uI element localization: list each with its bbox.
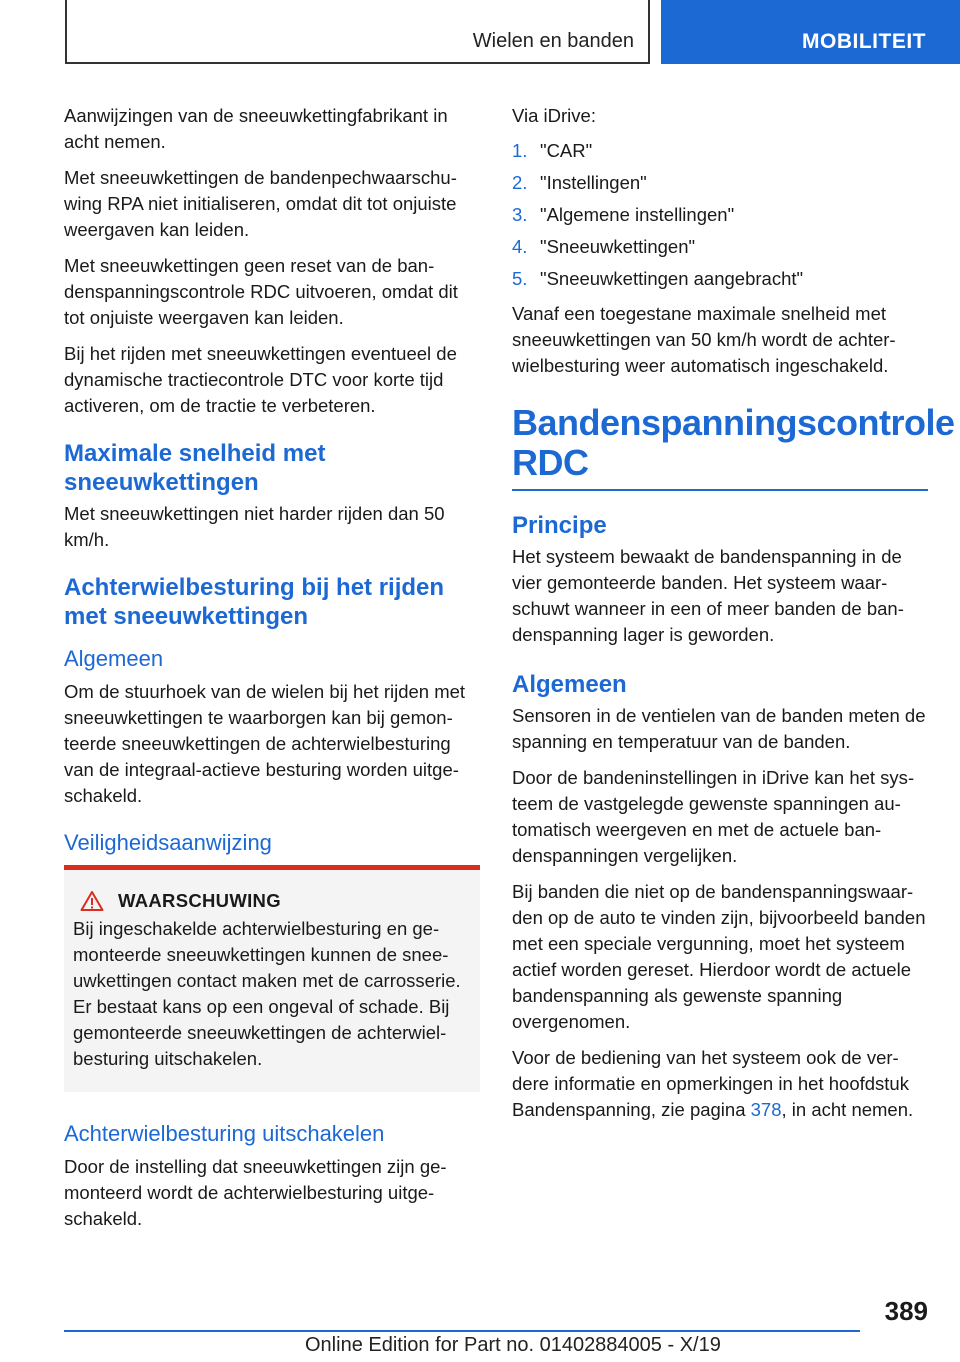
paragraph-rdc-reset: Met sneeuwkettingen geen reset van de bandenspanningscontrole RDC uitvoeren, omdat dit tot onjuiste weergaven kan leiden. [64, 255, 458, 328]
heading-safety: Veiligheidsaanwijzing [64, 830, 272, 855]
step-text: "CAR" [540, 140, 593, 161]
step-number: 5. [512, 268, 528, 289]
paragraph-via-idrive: Via iDrive: [512, 105, 596, 126]
warning-box [64, 865, 480, 1092]
step-number: 1. [512, 140, 528, 161]
paragraph-reset: Bij banden die niet op de bandenspanningswaarden op de auto te vinden zijn, bijvoorbeeld banden met een speciale vergunning, moet het systeem actief worden gereset. Hierdoor wordt de actuele bandenspanning als gewenste spanning overgenomen. [512, 881, 926, 1032]
heading-rdc: Bandenspanningscontrole RDC [512, 402, 955, 483]
list-item [512, 263, 928, 295]
idrive-steps-list [512, 135, 928, 295]
paragraph-sensors: Sensoren in de ventielen van de banden meten de spanning en temperatuur van de banden. [512, 705, 926, 752]
heading-general-rdc: Algemeen [512, 671, 627, 698]
step-text: "Instellingen" [540, 172, 647, 193]
footer-edition: Online Edition for Part no. 01402884005 - X/19 [305, 1334, 721, 1356]
step-text: "Algemene instellingen" [540, 204, 735, 225]
step-number: 3. [512, 204, 528, 225]
paragraph-dtc: Bij het rijden met sneeuwkettingen eventueel de dynamische tractiecontrole DTC voor korte tijd activeren, om de tractie te verbeteren. [64, 343, 457, 416]
list-item [512, 167, 928, 199]
heading-rear-steering: Achterwielbesturing bij het rijden met sneeuwkettingen [64, 574, 445, 630]
paragraph-disable-rear-steering: Door de instelling dat sneeuwkettingen zijn gemonteerd wordt de achterwielbesturing uitgeschakeld. [64, 1156, 447, 1229]
reference-text-end: , in acht nemen. [781, 1099, 914, 1120]
warning-triangle-icon [80, 890, 104, 912]
warning-title: WAARSCHUWING [118, 890, 281, 911]
footer-divider [64, 1330, 860, 1332]
left-column [64, 103, 480, 1242]
chapter-tab[interactable] [661, 0, 960, 64]
warning-text: Bij ingeschakelde achterwielbesturing en gemonteerde sneeuwkettingen kunnen de sneeuwkettingen contact maken met de carrosserie. Er bestaat kans op een ongeval of schade. Bij gemonteerde sneeuwkettingen de achterwielbesturing uitschakelen. [73, 918, 461, 1069]
paragraph-general: Om de stuurhoek van de wielen bij het rijden met sneeuwkettingen te waarborgen kan bij gemonteerde sneeuwkettingen de achterwielbesturing van de integraal-actieve besturing worden uitgeschakeld. [64, 681, 466, 806]
chapter-tab-label: MOBILITEIT [802, 30, 926, 53]
heading-general: Algemeen [64, 646, 164, 671]
step-number: 4. [512, 236, 528, 257]
paragraph-auto-reenable: Vanaf een toegestane maximale snelheid met sneeuwkettingen van 50 km/h wordt de achterwielbesturing weer automatisch ingeschakeld. [512, 303, 896, 376]
heading-principle: Principe [512, 512, 607, 539]
paragraph-max-speed: Met sneeuwkettingen niet harder rijden dan 50 km/h. [64, 503, 445, 550]
step-text: "Sneeuwkettingen aangebracht" [540, 268, 804, 289]
list-item [512, 199, 928, 231]
right-column [512, 103, 955, 1133]
paragraph-rpa: Met sneeuwkettingen de bandenpechwaarschuwing RPA niet initialiseren, omdat dit tot onjuiste weergaven kan leiden. [64, 167, 457, 240]
step-text: "Sneeuwkettingen" [540, 236, 696, 257]
paragraph-principle: Het systeem bewaakt de bandenspanning in de vier gemonteerde banden. Het systeem waarschuwt wanneer in een of meer banden de bandenspanning lager is geworden. [512, 546, 904, 645]
heading-disable-rear-steering: Achterwielbesturing uitschakelen [64, 1121, 385, 1146]
list-item [512, 135, 928, 167]
paragraph-manufacturer-instructions: Aanwijzingen van de sneeuwkettingfabrikant in acht nemen. [64, 105, 448, 152]
list-item [512, 231, 928, 263]
section-tab-label: Wielen en banden [472, 30, 634, 52]
section-tab [65, 0, 650, 64]
step-number: 2. [512, 172, 528, 193]
page-reference-link[interactable]: 378 [750, 1099, 782, 1120]
heading-max-speed: Maximale snelheid met sneeuwkettingen [64, 440, 326, 496]
warning-header [73, 890, 471, 912]
page-number: 389 [884, 1296, 928, 1326]
paragraph-idrive-settings: Door de bandeninstellingen in iDrive kan het systeem de vastgelegde gewenste spanningen automatisch weergeven en met de actuele bandenspanningen vergelijken. [512, 767, 915, 866]
paragraph-reference [512, 1045, 928, 1123]
heading-divider [512, 489, 928, 491]
reference-text: Voor de bediening van het systeem ook de verdere informatie en opmerkingen in het hoofdstuk Bandenspanning, zie pagina [512, 1047, 909, 1120]
